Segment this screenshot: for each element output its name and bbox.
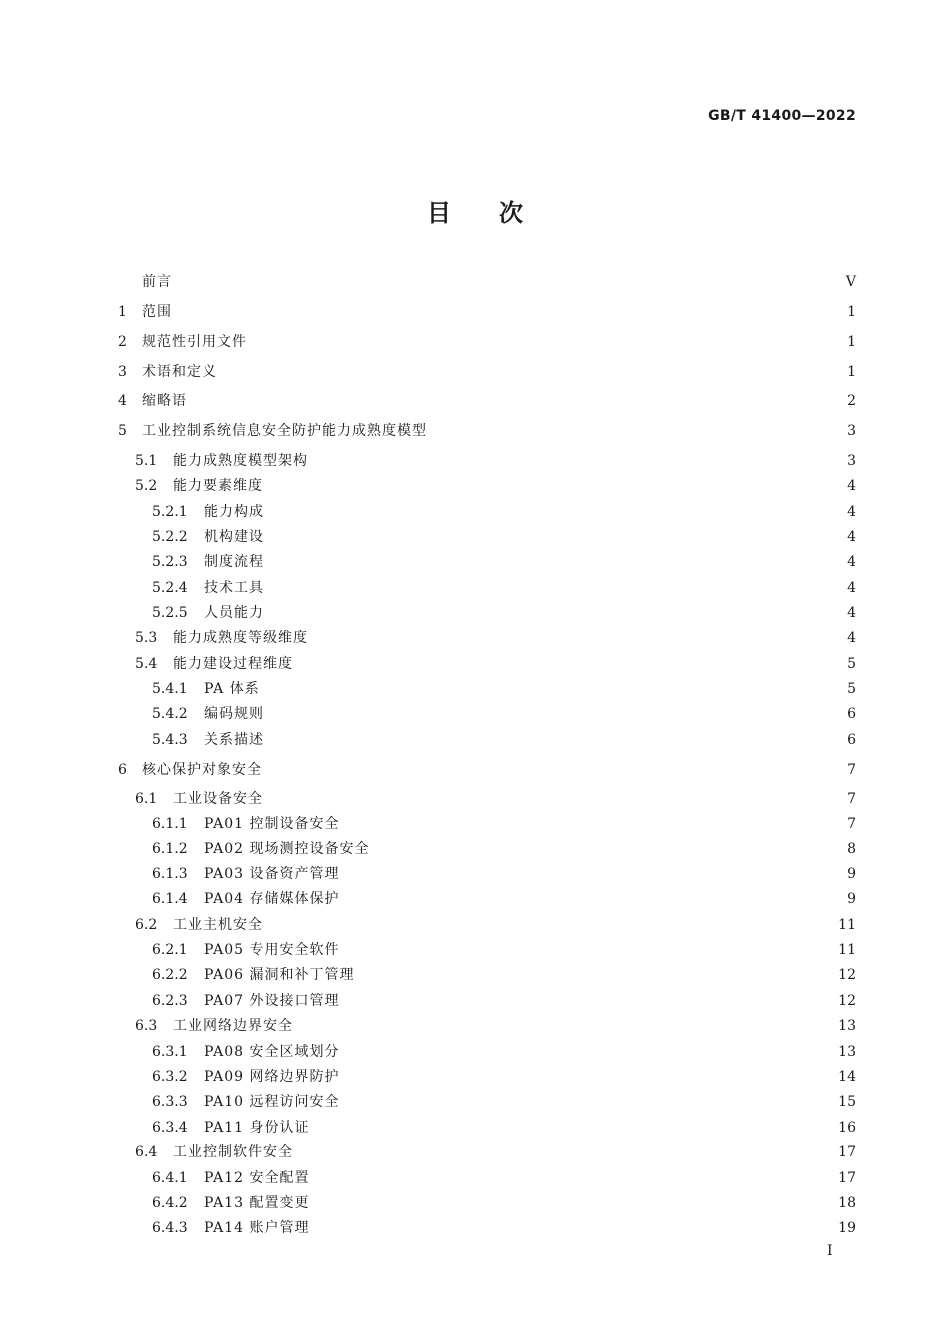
toc-entry-title: 规范性引用文件	[142, 334, 247, 350]
toc-entry[interactable]	[118, 654, 856, 674]
toc-entry-title: 工业主机安全	[173, 917, 263, 933]
toc-leader-dots	[312, 628, 842, 648]
toc-entry-title: PA02 现场测控设备安全	[204, 841, 370, 857]
toc-entry-title: PA11 身份认证	[204, 1120, 310, 1136]
toc-entry-page: 18	[838, 1195, 856, 1211]
toc-entry[interactable]	[118, 502, 856, 522]
toc-entry[interactable]	[118, 451, 856, 471]
toc-entry-number: 6.1.3	[152, 866, 188, 882]
toc-entry-page: 19	[838, 1220, 856, 1236]
toc-entry-page: 9	[847, 891, 856, 907]
toc-leader-dots	[314, 1168, 835, 1188]
toc-entry-page: 4	[847, 554, 856, 570]
toc-entry-number: 6.4.2	[152, 1195, 188, 1211]
toc-entry-title: 机构建设	[204, 529, 264, 545]
toc-entry-number: 5.2.4	[152, 580, 188, 596]
toc-entry-number: 6	[118, 762, 127, 778]
toc-entry-title: PA14 账户管理	[204, 1220, 310, 1236]
toc-entry-number: 5.4.3	[152, 732, 188, 748]
toc-entry-title: 核心保护对象安全	[142, 762, 262, 778]
toc-leader-dots	[268, 730, 842, 750]
toc-entry-page: 4	[847, 504, 856, 520]
toc-leader-dots	[344, 940, 835, 960]
toc-entry-title: PA09 网络边界防护	[204, 1069, 340, 1085]
toc-leader-dots	[267, 915, 834, 935]
toc-entry[interactable]	[118, 940, 856, 960]
toc-leader-dots	[344, 1092, 835, 1112]
toc-entry-number: 6.3	[135, 1018, 158, 1034]
toc-entry-number: 6.3.1	[152, 1044, 188, 1060]
toc-entry[interactable]	[118, 603, 856, 623]
toc-entry-page: 1	[847, 334, 856, 350]
toc-entry[interactable]	[118, 527, 856, 547]
toc-leader-dots	[268, 502, 842, 522]
toc-entry[interactable]	[118, 391, 856, 411]
toc-entry-title: 能力要素维度	[173, 478, 263, 494]
toc-entry-page: 11	[838, 942, 856, 958]
toc-entry-page: 13	[838, 1044, 856, 1060]
toc-entry-page: 6	[847, 732, 856, 748]
toc-entry-page: 4	[847, 478, 856, 494]
toc-entry-title: PA05 专用安全软件	[204, 942, 340, 958]
toc-entry[interactable]	[118, 332, 856, 352]
toc-entry-page: 3	[847, 423, 856, 439]
toc-entry-title: 能力构成	[204, 504, 264, 520]
toc-entry-number: 4	[118, 393, 127, 409]
toc-entry[interactable]	[118, 1042, 856, 1062]
toc-entry[interactable]	[118, 552, 856, 572]
toc-entry-title: PA13 配置变更	[204, 1195, 310, 1211]
toc-entry[interactable]	[118, 730, 856, 750]
toc-entry-number: 6.4.3	[152, 1220, 188, 1236]
toc-leader-dots	[297, 1142, 834, 1162]
toc-entry-number: 2	[118, 334, 127, 350]
toc-entry-number: 5.2.3	[152, 554, 188, 570]
toc-leader-dots	[267, 476, 842, 496]
toc-leader-dots	[314, 1218, 835, 1238]
toc-entry[interactable]	[118, 1092, 856, 1112]
toc-entry[interactable]	[118, 889, 856, 909]
toc-leader-dots	[268, 552, 842, 572]
toc-entry-page: 6	[847, 706, 856, 722]
toc-leader-dots	[431, 421, 842, 441]
toc-entry-page: 4	[847, 605, 856, 621]
toc-entry-title: PA10 远程访问安全	[204, 1094, 340, 1110]
toc-entry-number: 1	[118, 304, 127, 320]
toc-entry-page: 8	[847, 841, 856, 857]
toc-entry-page: 14	[838, 1069, 856, 1085]
toc-entry-number: 6.2	[135, 917, 158, 933]
toc-leader-dots	[267, 789, 842, 809]
page-number: I	[827, 1243, 833, 1259]
toc-entry[interactable]	[118, 421, 856, 441]
toc-entry-page: 4	[847, 630, 856, 646]
toc-entry[interactable]	[118, 1118, 856, 1138]
toc-leader-dots	[344, 1042, 835, 1062]
toc-leader-dots	[314, 1118, 835, 1138]
toc-entry-title: 能力成熟度模型架构	[173, 453, 308, 469]
toc-entry-page: 4	[847, 580, 856, 596]
toc-entry-number: 6.4.1	[152, 1170, 188, 1186]
toc-leader-dots	[221, 362, 842, 382]
toc-entry[interactable]	[118, 789, 856, 809]
toc-entry[interactable]	[118, 991, 856, 1011]
toc-entry[interactable]	[118, 760, 856, 780]
toc-entry-page: V	[845, 274, 856, 290]
toc-leader-dots	[251, 332, 842, 352]
toc-entry-number: 6.1	[135, 791, 158, 807]
toc-entry-page: 5	[847, 681, 856, 697]
toc-entry-title: PA08 安全区域划分	[204, 1044, 340, 1060]
toc-entry-page: 2	[847, 393, 856, 409]
toc-entry-number: 6.3.3	[152, 1094, 188, 1110]
toc-leader-dots	[359, 965, 835, 985]
toc-entry-title: PA01 控制设备安全	[204, 816, 340, 832]
toc-entry-title: 制度流程	[204, 554, 264, 570]
toc-entry-title: 编码规则	[204, 706, 264, 722]
toc-leader-dots	[344, 864, 842, 884]
toc-entry-title: PA06 漏洞和补丁管理	[204, 967, 355, 983]
toc-entry-number: 5.2.1	[152, 504, 188, 520]
toc-entry-title: PA12 安全配置	[204, 1170, 310, 1186]
standard-code: GB/T 41400—2022	[708, 108, 856, 124]
toc-entry-page: 7	[847, 791, 856, 807]
toc-leader-dots	[264, 679, 842, 699]
toc-entry-title: 前言	[142, 274, 172, 290]
toc-entry-page: 13	[838, 1018, 856, 1034]
toc-entry-page: 16	[838, 1120, 856, 1136]
toc-entry-title: 缩略语	[142, 393, 187, 409]
toc-entry-number: 6.2.2	[152, 967, 188, 983]
toc-entry-title: 工业设备安全	[173, 791, 263, 807]
toc-entry-title: 关系描述	[204, 732, 264, 748]
toc-leader-dots	[268, 603, 842, 623]
toc-entry-number: 6.2.3	[152, 993, 188, 1009]
toc-entry[interactable]	[118, 476, 856, 496]
toc-entry-title: PA 体系	[204, 681, 260, 697]
toc-leader-dots	[191, 391, 842, 411]
toc-entry-number: 5.4.2	[152, 706, 188, 722]
toc-entry[interactable]	[118, 578, 856, 598]
toc-leader-dots	[268, 527, 842, 547]
toc-entry-page: 5	[847, 656, 856, 672]
toc-entry[interactable]	[118, 1168, 856, 1188]
toc-entry-number: 6.1.1	[152, 816, 188, 832]
toc-entry-page: 3	[847, 453, 856, 469]
toc-entry[interactable]	[118, 915, 856, 935]
toc-leader-dots	[176, 302, 842, 322]
toc-entry-page: 15	[838, 1094, 856, 1110]
toc-entry-page: 1	[847, 364, 856, 380]
toc-leader-dots	[176, 272, 842, 292]
toc-entry[interactable]	[118, 1067, 856, 1087]
toc-entry-title: 能力建设过程维度	[173, 656, 293, 672]
toc-entry-page: 9	[847, 866, 856, 882]
toc-entry[interactable]	[118, 272, 856, 292]
toc-entry-number: 5.1	[135, 453, 158, 469]
toc-entry-page: 12	[838, 993, 856, 1009]
toc-entry-number: 3	[118, 364, 127, 380]
toc-entry-number: 6.2.1	[152, 942, 188, 958]
toc-entry[interactable]	[118, 679, 856, 699]
toc-entry-number: 5.4.1	[152, 681, 188, 697]
toc-leader-dots	[314, 1193, 835, 1213]
toc-entry-title: PA07 外设接口管理	[204, 993, 340, 1009]
toc-entry-page: 7	[847, 816, 856, 832]
toc-entry-title: 工业网络边界安全	[173, 1018, 293, 1034]
toc-entry-title: 工业控制软件安全	[173, 1144, 293, 1160]
toc-entry-page: 11	[838, 917, 856, 933]
toc-entry[interactable]	[118, 704, 856, 724]
toc-leader-dots	[297, 1016, 834, 1036]
toc-entry-number: 6.3.2	[152, 1069, 188, 1085]
page-title: 目 次	[427, 199, 523, 227]
toc-entry-title: PA04 存储媒体保护	[204, 891, 340, 907]
toc-entry-title: 技术工具	[204, 580, 264, 596]
toc-entry[interactable]	[118, 814, 856, 834]
toc-entry[interactable]	[118, 864, 856, 884]
toc-entry-number: 5.4	[135, 656, 158, 672]
toc-entry[interactable]	[118, 839, 856, 859]
toc-leader-dots	[266, 760, 842, 780]
toc-entry-page: 1	[847, 304, 856, 320]
toc-entry-title: 范围	[142, 304, 172, 320]
toc-leader-dots	[268, 704, 842, 724]
toc-entry-number: 5.2.5	[152, 605, 188, 621]
toc-entry-number: 5	[118, 423, 127, 439]
toc-entry[interactable]	[118, 302, 856, 322]
toc-leader-dots	[297, 654, 842, 674]
toc-entry-number: 5.3	[135, 630, 158, 646]
toc-entry[interactable]	[118, 1193, 856, 1213]
toc-entry[interactable]	[118, 965, 856, 985]
toc-entry-page: 7	[847, 762, 856, 778]
toc-entry-page: 17	[838, 1144, 856, 1160]
toc-entry-number: 6.1.4	[152, 891, 188, 907]
toc-entry-title: PA03 设备资产管理	[204, 866, 340, 882]
toc-entry-number: 6.1.2	[152, 841, 188, 857]
toc-leader-dots	[312, 451, 842, 471]
toc-entry[interactable]	[118, 628, 856, 648]
toc-leader-dots	[344, 889, 842, 909]
toc-entry-number: 6.4	[135, 1144, 158, 1160]
toc-entry[interactable]	[118, 1218, 856, 1238]
toc-entry-page: 17	[838, 1170, 856, 1186]
toc-entry-title: 能力成熟度等级维度	[173, 630, 308, 646]
toc-entry-title: 人员能力	[204, 605, 264, 621]
toc-entry[interactable]	[118, 362, 856, 382]
toc-entry[interactable]	[118, 1016, 856, 1036]
toc-leader-dots	[344, 1067, 835, 1087]
toc-leader-dots	[344, 814, 842, 834]
toc-entry[interactable]	[118, 1142, 856, 1162]
toc-leader-dots	[344, 991, 835, 1011]
toc-entry-title: 工业控制系统信息安全防护能力成熟度模型	[142, 423, 427, 439]
toc-entry-number: 5.2.2	[152, 529, 188, 545]
toc-entry-title: 术语和定义	[142, 364, 217, 380]
toc-leader-dots	[374, 839, 842, 859]
toc-entry-page: 12	[838, 967, 856, 983]
toc-leader-dots	[268, 578, 842, 598]
toc-entry-number: 6.3.4	[152, 1120, 188, 1136]
toc-entry-number: 5.2	[135, 478, 158, 494]
toc-entry-page: 4	[847, 529, 856, 545]
